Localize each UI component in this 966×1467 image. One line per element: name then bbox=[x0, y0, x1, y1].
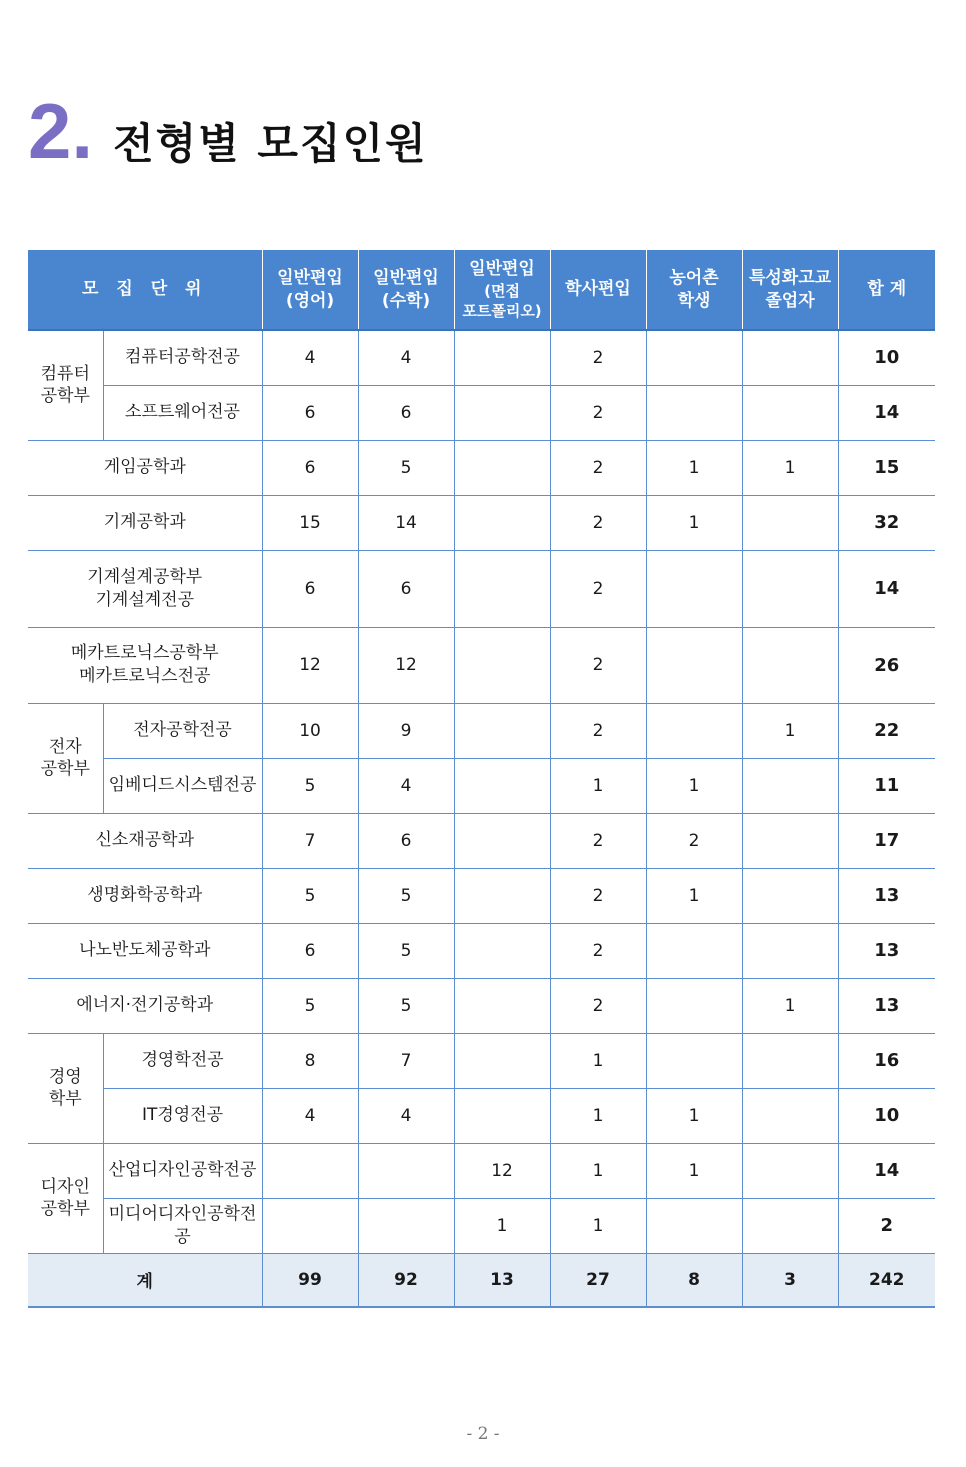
value-cell: 1 bbox=[646, 758, 742, 813]
value-cell bbox=[742, 1088, 838, 1143]
table-row bbox=[28, 330, 935, 385]
value-cell: 4 bbox=[262, 330, 358, 385]
sum-cell: 13 bbox=[454, 1253, 550, 1307]
unit-name-cell: 임베디드시스템전공 bbox=[103, 758, 262, 813]
value-cell bbox=[262, 1198, 358, 1253]
row-total-cell: 11 bbox=[838, 758, 935, 813]
value-cell bbox=[454, 1033, 550, 1088]
value-cell: 14 bbox=[358, 495, 454, 550]
unit-name-cell: 미디어디자인공학전공 bbox=[103, 1198, 262, 1253]
row-total-cell: 16 bbox=[838, 1033, 935, 1088]
value-cell bbox=[358, 1198, 454, 1253]
value-cell: 2 bbox=[646, 813, 742, 868]
value-cell: 2 bbox=[550, 978, 646, 1033]
value-cell bbox=[646, 1198, 742, 1253]
unit-name-cell: 신소재공학과 bbox=[28, 813, 262, 868]
unit-name-cell: 컴퓨터공학전공 bbox=[103, 330, 262, 385]
value-cell: 4 bbox=[262, 1088, 358, 1143]
row-total-cell: 13 bbox=[838, 923, 935, 978]
value-cell: 7 bbox=[262, 813, 358, 868]
sum-cell: 92 bbox=[358, 1253, 454, 1307]
value-cell: 2 bbox=[550, 627, 646, 703]
value-cell bbox=[454, 703, 550, 758]
table-row bbox=[28, 385, 935, 440]
section-heading: 전형별 모집인원 bbox=[113, 119, 428, 168]
value-cell: 5 bbox=[358, 868, 454, 923]
value-cell: 9 bbox=[358, 703, 454, 758]
value-cell bbox=[454, 978, 550, 1033]
value-cell bbox=[742, 385, 838, 440]
group-cell: 디자인 공학부 bbox=[28, 1143, 103, 1253]
value-cell bbox=[742, 550, 838, 627]
table-row bbox=[28, 923, 935, 978]
table-row bbox=[28, 1033, 935, 1088]
header-row bbox=[28, 250, 935, 330]
group-cell: 경영 학부 bbox=[28, 1033, 103, 1143]
row-total-cell: 13 bbox=[838, 978, 935, 1033]
header-bachelor-transfer: 학사편입 bbox=[550, 250, 646, 330]
value-cell: 2 bbox=[550, 550, 646, 627]
value-cell: 2 bbox=[550, 495, 646, 550]
value-cell: 2 bbox=[550, 385, 646, 440]
unit-name-cell: 게임공학과 bbox=[28, 440, 262, 495]
sum-cell: 3 bbox=[742, 1253, 838, 1307]
value-cell bbox=[742, 627, 838, 703]
value-cell bbox=[358, 1143, 454, 1198]
value-cell: 1 bbox=[550, 758, 646, 813]
row-total-cell: 2 bbox=[838, 1198, 935, 1253]
value-cell bbox=[454, 1088, 550, 1143]
group-cell: 전자 공학부 bbox=[28, 703, 103, 813]
value-cell: 1 bbox=[646, 868, 742, 923]
table-row bbox=[28, 703, 935, 758]
value-cell bbox=[646, 627, 742, 703]
value-cell bbox=[454, 440, 550, 495]
value-cell: 5 bbox=[262, 978, 358, 1033]
sum-row bbox=[28, 1253, 935, 1307]
table-row bbox=[28, 550, 935, 627]
table-row bbox=[28, 758, 935, 813]
value-cell: 1 bbox=[550, 1088, 646, 1143]
row-total-cell: 10 bbox=[838, 1088, 935, 1143]
value-cell bbox=[742, 1143, 838, 1198]
value-cell: 6 bbox=[358, 813, 454, 868]
section-number-dot: . bbox=[71, 87, 94, 175]
value-cell bbox=[454, 495, 550, 550]
header-vocational: 특성화고교 졸업자 bbox=[742, 250, 838, 330]
sum-label: 계 bbox=[28, 1253, 262, 1307]
value-cell: 1 bbox=[646, 1088, 742, 1143]
value-cell: 2 bbox=[550, 923, 646, 978]
value-cell: 1 bbox=[646, 1143, 742, 1198]
value-cell: 1 bbox=[550, 1198, 646, 1253]
value-cell: 15 bbox=[262, 495, 358, 550]
value-cell bbox=[646, 978, 742, 1033]
header-total: 합 계 bbox=[838, 250, 935, 330]
value-cell: 5 bbox=[358, 923, 454, 978]
row-total-cell: 10 bbox=[838, 330, 935, 385]
table-row bbox=[28, 440, 935, 495]
value-cell: 2 bbox=[550, 330, 646, 385]
value-cell: 12 bbox=[262, 627, 358, 703]
table-row bbox=[28, 1143, 935, 1198]
value-cell bbox=[742, 1198, 838, 1253]
value-cell bbox=[454, 385, 550, 440]
row-total-cell: 26 bbox=[838, 627, 935, 703]
section-title bbox=[28, 87, 428, 175]
value-cell: 2 bbox=[550, 703, 646, 758]
value-cell: 2 bbox=[550, 868, 646, 923]
table-row bbox=[28, 627, 935, 703]
value-cell bbox=[262, 1143, 358, 1198]
value-cell: 1 bbox=[742, 978, 838, 1033]
value-cell bbox=[454, 758, 550, 813]
value-cell: 2 bbox=[550, 813, 646, 868]
value-cell bbox=[646, 550, 742, 627]
unit-name-cell: 전자공학전공 bbox=[103, 703, 262, 758]
value-cell: 1 bbox=[454, 1198, 550, 1253]
unit-name-cell: IT경영전공 bbox=[103, 1088, 262, 1143]
recruitment-table bbox=[28, 250, 935, 1308]
page-number: - 2 - bbox=[466, 1424, 500, 1444]
value-cell bbox=[646, 385, 742, 440]
header-general-math: 일반편입 (수학) bbox=[358, 250, 454, 330]
value-cell bbox=[454, 627, 550, 703]
value-cell: 5 bbox=[358, 440, 454, 495]
unit-name-cell: 메카트로닉스공학부 메카트로닉스전공 bbox=[28, 627, 262, 703]
value-cell: 4 bbox=[358, 1088, 454, 1143]
sum-total: 242 bbox=[838, 1253, 935, 1307]
value-cell bbox=[742, 495, 838, 550]
unit-name-cell: 기계공학과 bbox=[28, 495, 262, 550]
value-cell: 6 bbox=[262, 440, 358, 495]
value-cell bbox=[646, 703, 742, 758]
value-cell: 4 bbox=[358, 758, 454, 813]
group-cell: 컴퓨터 공학부 bbox=[28, 330, 103, 440]
value-cell bbox=[454, 330, 550, 385]
row-total-cell: 22 bbox=[838, 703, 935, 758]
row-total-cell: 32 bbox=[838, 495, 935, 550]
value-cell: 5 bbox=[262, 758, 358, 813]
value-cell: 10 bbox=[262, 703, 358, 758]
value-cell: 1 bbox=[550, 1143, 646, 1198]
value-cell bbox=[742, 923, 838, 978]
value-cell: 6 bbox=[262, 550, 358, 627]
table-row bbox=[28, 868, 935, 923]
value-cell: 1 bbox=[646, 495, 742, 550]
table-row bbox=[28, 1198, 935, 1253]
value-cell: 6 bbox=[358, 550, 454, 627]
value-cell bbox=[646, 923, 742, 978]
row-total-cell: 14 bbox=[838, 385, 935, 440]
value-cell bbox=[646, 330, 742, 385]
value-cell bbox=[646, 1033, 742, 1088]
header-unit: 모 집 단 위 bbox=[28, 250, 262, 330]
value-cell: 1 bbox=[742, 440, 838, 495]
value-cell: 6 bbox=[262, 923, 358, 978]
value-cell: 4 bbox=[358, 330, 454, 385]
header-general-interview: 일반편입 (면접 포트폴리오) bbox=[454, 250, 550, 330]
unit-name-cell: 산업디자인공학전공 bbox=[103, 1143, 262, 1198]
value-cell bbox=[742, 330, 838, 385]
unit-name-cell: 경영학전공 bbox=[103, 1033, 262, 1088]
header-rural: 농어촌 학생 bbox=[646, 250, 742, 330]
value-cell bbox=[742, 758, 838, 813]
sum-cell: 99 bbox=[262, 1253, 358, 1307]
value-cell bbox=[454, 923, 550, 978]
section-number: 2 bbox=[28, 87, 72, 175]
value-cell: 7 bbox=[358, 1033, 454, 1088]
value-cell bbox=[742, 1033, 838, 1088]
unit-name-cell: 기계설계공학부 기계설계전공 bbox=[28, 550, 262, 627]
value-cell: 12 bbox=[358, 627, 454, 703]
value-cell: 6 bbox=[262, 385, 358, 440]
sum-cell: 27 bbox=[550, 1253, 646, 1307]
value-cell: 1 bbox=[742, 703, 838, 758]
value-cell: 5 bbox=[262, 868, 358, 923]
unit-name-cell: 에너지·전기공학과 bbox=[28, 978, 262, 1033]
value-cell: 12 bbox=[454, 1143, 550, 1198]
value-cell: 2 bbox=[550, 440, 646, 495]
table-body bbox=[28, 330, 935, 1253]
table-row bbox=[28, 813, 935, 868]
row-total-cell: 14 bbox=[838, 1143, 935, 1198]
row-total-cell: 17 bbox=[838, 813, 935, 868]
unit-name-cell: 소프트웨어전공 bbox=[103, 385, 262, 440]
table-row bbox=[28, 1088, 935, 1143]
value-cell: 1 bbox=[646, 440, 742, 495]
unit-name-cell: 생명화학공학과 bbox=[28, 868, 262, 923]
value-cell: 5 bbox=[358, 978, 454, 1033]
value-cell: 1 bbox=[550, 1033, 646, 1088]
value-cell bbox=[454, 550, 550, 627]
unit-name-cell: 나노반도체공학과 bbox=[28, 923, 262, 978]
value-cell bbox=[742, 813, 838, 868]
value-cell bbox=[454, 813, 550, 868]
value-cell: 6 bbox=[358, 385, 454, 440]
row-total-cell: 14 bbox=[838, 550, 935, 627]
table-row bbox=[28, 495, 935, 550]
row-total-cell: 13 bbox=[838, 868, 935, 923]
header-general-english: 일반편입 (영어) bbox=[262, 250, 358, 330]
value-cell: 8 bbox=[262, 1033, 358, 1088]
value-cell bbox=[454, 868, 550, 923]
sum-cell: 8 bbox=[646, 1253, 742, 1307]
table-row bbox=[28, 978, 935, 1033]
value-cell bbox=[742, 868, 838, 923]
row-total-cell: 15 bbox=[838, 440, 935, 495]
